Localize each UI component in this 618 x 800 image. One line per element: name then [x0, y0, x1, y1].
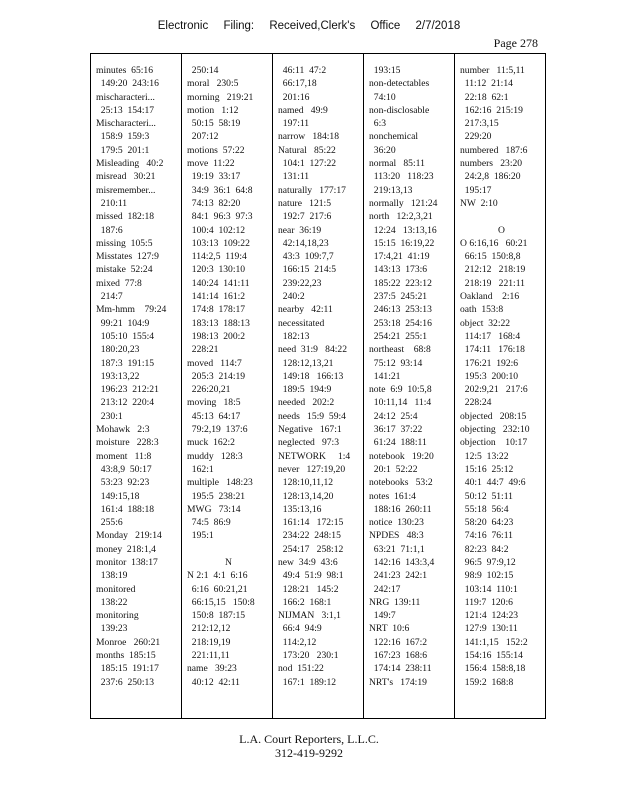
index-entry-line: 237:6 250:13: [96, 676, 155, 688]
index-entry-line: 74:5 86:9: [187, 517, 231, 529]
index-entry-line: 250:14: [187, 65, 219, 76]
index-entry-line: 128:10,11,12: [278, 477, 334, 489]
index-entry-line: 141:21: [369, 370, 401, 382]
index-entry-line: motions 57:22: [187, 144, 245, 156]
index-entry-line: nearby 42:11: [278, 304, 333, 316]
index-entry-line: 139:23: [96, 623, 128, 635]
index-entry-line: 135:13,16: [278, 503, 322, 515]
index-entry-line: mixed 77:8: [96, 277, 142, 289]
index-entry-line: 174:8 178:17: [187, 304, 246, 316]
index-entry-line: misread 30:21: [96, 171, 156, 183]
index-entry-line: Monroe 260:21: [96, 636, 161, 648]
index-entry-line: 138:22: [96, 596, 128, 608]
index-entry-line: objection 10:17: [460, 437, 528, 449]
index-entry-line: 128:13,14,20: [278, 490, 334, 502]
index-entry-line: 205:3 214:19: [187, 370, 246, 382]
index-entry-line: 74:16 76:11: [460, 530, 513, 542]
index-entry-line: 40:12 42:11: [187, 676, 240, 688]
index-entry-line: [187, 543, 270, 556]
index-entry-line: missed 182:18: [96, 211, 155, 223]
index-entry-line: 196:23 212:21: [96, 384, 159, 396]
index-entry-line: 228:21: [187, 344, 219, 356]
index-entry-line: 195:17: [460, 184, 492, 196]
index-entry-line: 166:2 168:1: [278, 596, 332, 608]
index-entry-line: notebooks 53:2: [369, 477, 433, 489]
index-entry-line: 114:2,5 119:4: [187, 251, 247, 263]
court-reporter-name: L.A. Court Reporters, L.L.C.: [239, 732, 379, 746]
index-column: [273, 54, 364, 718]
index-entry-line: Mischaracteri...: [96, 118, 156, 130]
index-entry-line: numbers 23:20: [460, 158, 523, 170]
index-entry-line: moment 11:8: [96, 450, 152, 462]
index-column: [364, 54, 455, 718]
index-entry-line: 161:4 188:18: [96, 503, 155, 515]
index-entry-line: 149:18 166:13: [278, 370, 344, 382]
index-entry-line: 140:24 141:11: [187, 277, 250, 289]
index-entry-line: nod 151:22: [278, 663, 324, 675]
index-entry-line: 246:13 253:13: [369, 304, 432, 316]
index-entry-line: nonchemical: [369, 131, 419, 143]
index-entry-line: Misstates 127:9: [96, 251, 159, 263]
index-entry-line: 192:7 217:6: [278, 211, 332, 223]
index-entry-line: monitoring: [96, 610, 139, 622]
index-entry-line: 195:5 238:21: [187, 490, 246, 502]
index-entry-line: north 12:2,3,21: [369, 211, 433, 223]
index-entry-line: nature 121:5: [278, 197, 332, 209]
index-entry-line: 55:18 56:4: [460, 503, 509, 515]
index-entry-line: 15:16 25:12: [460, 463, 514, 475]
index-entry-line: Mohawk 2:3: [96, 424, 150, 436]
index-entry-line: 103:13 109:22: [187, 237, 250, 249]
index-entry-line: moisture 228:3: [96, 437, 159, 449]
index-entry-line: morning 219:21: [187, 91, 254, 103]
index-entry-line: non-detectables: [369, 78, 430, 90]
index-entry-line: 187:6: [96, 224, 123, 236]
index-entry-line: new 34:9 43:6: [278, 556, 338, 568]
index-entry-line: 193:13,22: [96, 370, 140, 382]
index-entry-line: 158:9 159:3: [96, 131, 150, 143]
index-entry-line: 15:15 16:19,22: [369, 237, 435, 249]
index-entry-line: 99:21 104:9: [96, 317, 150, 329]
index-entry-line: O 6:16,16 60:21: [460, 237, 528, 249]
index-entry-line: months 185:15: [96, 650, 156, 662]
index-entry-line: 40:1 44:7 49:6: [460, 477, 526, 489]
index-entry-line: 226:20,21: [187, 384, 231, 396]
index-entry-line: NIJMAN 3:1,1: [278, 610, 341, 622]
index-entry-line: Mm-hmm 79:24: [96, 304, 167, 316]
index-entry-line: 239:22,23: [278, 277, 322, 289]
index-entry-line: monitor 138:17: [96, 556, 158, 568]
index-entry-line: 154:16 155:14: [460, 650, 523, 662]
index-entry-line: NRT's 174:19: [369, 676, 427, 688]
index-entry-line: 6:16 60:21,21: [187, 583, 248, 595]
index-entry-line: objecting 232:10: [460, 424, 530, 436]
index-entry-line: numbered 187:6: [460, 144, 528, 156]
index-column: [91, 54, 182, 718]
index-entry-line: mistake 52:24: [96, 264, 153, 276]
index-entry-line: moving 18:5: [187, 397, 241, 409]
index-entry-line: 218:19,19: [187, 636, 231, 648]
index-entry-line: 36:20: [369, 144, 396, 156]
index-entry-line: 104:1 127:22: [278, 158, 337, 170]
index-entry-line: non-disclosable: [369, 104, 430, 116]
index-entry-line: 105:10 155:4: [96, 330, 155, 342]
index-entry-line: 66:15,15 150:8: [187, 596, 255, 608]
index-entry-line: 176:21 192:6: [460, 357, 519, 369]
index-entry-line: muddy 128:3: [187, 450, 243, 462]
index-entry-line: never 127:19,20: [278, 463, 346, 475]
index-entry-line: 122:16 167:2: [369, 636, 428, 648]
index-entry-line: 36:17 37:22: [369, 424, 423, 436]
index-entry-line: normal 85:11: [369, 158, 425, 170]
index-entry-line: oath 153:8: [460, 304, 504, 316]
index-entry-line: 63:21 71:1,1: [369, 543, 425, 555]
index-entry-line: 213:12 220:4: [96, 397, 155, 409]
index-entry-line: MWG 73:14: [187, 503, 241, 515]
page-number: Page 278: [493, 36, 538, 50]
index-entry-line: 221:11,11: [187, 650, 230, 662]
index-entry-line: 242:17: [369, 583, 401, 595]
index-entry-line: 42:14,18,23: [278, 237, 329, 249]
index-entry-line: object 32:22: [460, 317, 511, 329]
index-entry-line: 254:17 258:12: [278, 543, 344, 555]
index-entry-line: 201:16: [278, 91, 310, 103]
index-entry-line: 128:12,13,21: [278, 357, 334, 369]
index-entry-line: 131:11: [278, 171, 310, 183]
index-entry-line: NETWORK 1:4: [278, 450, 351, 462]
index-entry-line: 96:5 97:9,12: [460, 556, 516, 568]
index-entry-line: 20:1 52:22: [369, 463, 418, 475]
index-entry-line: 156:4 158:8,18: [460, 663, 526, 675]
index-entry-line: 22:18 62:1: [460, 91, 509, 103]
index-entry-line: muck 162:2: [187, 437, 235, 449]
index-entry-line: 179:5 201:1: [96, 144, 150, 156]
index-entry-line: 159:2 168:8: [460, 676, 514, 688]
index-entry-line: 43:8,9 50:17: [96, 463, 152, 475]
index-entry-line: 74:13 82:20: [187, 197, 241, 209]
index-entry-line: near 36:19: [278, 224, 322, 236]
index-entry-line: needed 202:2: [278, 397, 335, 409]
index-entry-line: notes 161:4: [369, 490, 416, 502]
index-entry-line: monitored: [96, 583, 136, 595]
index-entry-line: 167:23 168:6: [369, 650, 428, 662]
index-entry-line: 185:22 223:12: [369, 277, 432, 289]
index-entry-line: 150:8 187:15: [187, 610, 246, 622]
index-entry-line: 219:13,13: [369, 184, 413, 196]
index-entry-line: 19:19 33:17: [187, 171, 241, 183]
index-entry-line: 149:7: [369, 610, 396, 622]
index-entry-line: 49:4 51:9 98:1: [278, 570, 344, 582]
index-entry-line: 61:24 188:11: [369, 437, 427, 449]
index-entry-line: 75:12 93:14: [369, 357, 423, 369]
index-entry-line: 149:15,18: [96, 490, 140, 502]
index-entry-line: 229:20: [460, 131, 492, 143]
index-entry-line: 254:21 255:1: [369, 330, 428, 342]
index-entry-line: 17:4,21 41:19: [369, 251, 430, 263]
index-entry-line: 43:3 109:7,7: [278, 251, 334, 263]
index-entry-line: 24:2,8 186:20: [460, 171, 521, 183]
index-entry-line: 46:11 47:2: [278, 65, 327, 76]
index-entry-line: need 31:9 84:22: [278, 344, 348, 356]
index-entry-line: 195:3 200:10: [460, 370, 519, 382]
index-entry-line: 34:9 36:1 64:8: [187, 184, 253, 196]
index-entry-line: 180:20,23: [96, 344, 140, 356]
index-entry-line: note 6:9 10:5,8: [369, 384, 432, 396]
index-entry-line: 253:18 254:16: [369, 317, 432, 329]
index-entry-line: number 11:5,11: [460, 65, 525, 76]
filing-stamp-part: Filing:: [223, 20, 255, 32]
index-entry-line: 149:20 243:16: [96, 78, 159, 90]
index-entry-line: 74:10: [369, 91, 396, 103]
index-entry-line: missing 105:5: [96, 237, 153, 249]
index-entry-line: 12:24 13:13,16: [369, 224, 437, 236]
index-entry-line: moral 230:5: [187, 78, 239, 90]
index-entry-line: 185:15 191:17: [96, 663, 159, 675]
index-entry-line: 79:2,19 137:6: [187, 424, 248, 436]
index-entry-line: motion 1:12: [187, 104, 239, 116]
index-entry-line: 119:7 120:6: [460, 596, 513, 608]
index-entry-line: necessitated: [278, 317, 325, 329]
index-entry-line: mischaracteri...: [96, 91, 155, 103]
index-entry-line: 66:4 94:9: [278, 623, 322, 635]
index-entry-line: multiple 148:23: [187, 477, 253, 489]
index-entry-line: 10:11,14 11:4: [369, 397, 432, 409]
index-entry-line: 167:1 189:12: [278, 676, 337, 688]
index-entry-line: 58:20 64:23: [460, 517, 514, 529]
index-entry-line: NW 2:10: [460, 197, 498, 209]
court-reporter-phone: 312-419-9292: [275, 746, 343, 760]
index-entry-line: 50:12 51:11: [460, 490, 513, 502]
index-entry-line: NRG 139:11: [369, 596, 421, 608]
index-entry-line: narrow 184:18: [278, 131, 340, 143]
index-entry-line: 218:19 221:11: [460, 277, 525, 289]
index-entry-line: name 39:23: [187, 663, 237, 675]
index-entry-line: 162:1: [187, 463, 214, 475]
index-entry-line: 142:16 143:3,4: [369, 556, 435, 568]
index-entry-line: 114:17 168:4: [460, 330, 521, 342]
index-entry-line: 182:13: [278, 330, 310, 342]
index-entry-line: 195:1: [187, 530, 214, 542]
index-entry-line: normally 121:24: [369, 197, 438, 209]
index-entry-line: 217:3,15: [460, 118, 499, 130]
index-entry-line: 162:16 215:19: [460, 104, 523, 116]
index-entry-line: 234:22 248:15: [278, 530, 341, 542]
index-entry-line: named 49:9: [278, 104, 328, 116]
index-entry-line: 212:12 218:19: [460, 264, 526, 276]
index-entry-line: moved 114:7: [187, 357, 242, 369]
filing-stamp-part: Electronic: [157, 20, 209, 32]
index-entry-line: northeast 68:8: [369, 344, 431, 356]
index-entry-line: Oakland 2:16: [460, 291, 520, 303]
index-entry-line: 11:12 21:14: [460, 78, 513, 90]
index-entry-line: 241:23 242:1: [369, 570, 428, 582]
index-entry-line: 50:15 58:19: [187, 118, 241, 130]
index-entry-line: 114:2,12: [278, 636, 317, 648]
index-entry-line: 187:3 191:15: [96, 357, 155, 369]
index-entry-line: N 2:1 4:1 6:16: [187, 570, 248, 582]
index-entry-line: naturally 177:17: [278, 184, 346, 196]
index-entry-line: 173:20 230:1: [278, 650, 339, 662]
index-column: [455, 54, 545, 718]
index-entry-line: 193:15: [369, 65, 401, 76]
index-entry-line: neglected 97:3: [278, 437, 340, 449]
index-entry-line: Natural 85:22: [278, 144, 336, 156]
index-entry-line: 120:3 130:10: [187, 264, 246, 276]
index-entry-line: 174:11 176:18: [460, 344, 525, 356]
index-entry-line: 161:14 172:15: [278, 517, 344, 529]
index-entry-line: 113:20 118:23: [369, 171, 434, 183]
index-entry-line: 214:7: [96, 291, 123, 303]
filing-stamp-part: Office: [370, 20, 401, 32]
index-entry-line: [460, 210, 543, 223]
index-entry-line: 188:16 260:11: [369, 503, 432, 515]
index-entry-line: 103:14 110:1: [460, 583, 518, 595]
index-entry-line: 12:5 13:22: [460, 450, 509, 462]
index-entry-line: 121:4 124:23: [460, 610, 519, 622]
filing-stamp-part: Received,Clerk's: [269, 20, 356, 32]
index-entry-line: 45:13 64:17: [187, 410, 241, 422]
index-entry-line: 141:14 161:2: [187, 291, 246, 303]
index-entry-line: move 11:22: [187, 158, 235, 170]
index-entry-line: 174:14 238:11: [369, 663, 432, 675]
index-entry-line: 202:9,21 217:6: [460, 384, 528, 396]
index-entry-line: 127:9 130:11: [460, 623, 518, 635]
index-entry-line: Misleading 40:2: [96, 158, 164, 170]
index-entry-line: 197:11: [278, 118, 310, 130]
index-entry-line: 98:9 102:15: [460, 570, 514, 582]
index-entry-line: 53:23 92:23: [96, 477, 150, 489]
footer: [0, 732, 618, 760]
index-entry-line: 84:1 96:3 97:3: [187, 211, 253, 223]
index-entry-line: notebook 19:20: [369, 450, 434, 462]
index-entry-line: NPDES 48:3: [369, 530, 424, 542]
index-entry-line: 183:13 188:13: [187, 317, 250, 329]
index-entry-line: 128:21 145:2: [278, 583, 339, 595]
index-entry-line: 24:12 25:4: [369, 410, 418, 422]
index-entry-line: 230:1: [96, 410, 123, 422]
index-entry-line: 66:17,18: [278, 78, 317, 90]
index-entry-line: 166:15 214:5: [278, 264, 337, 276]
index-entry-line: 212:12,12: [187, 623, 231, 635]
index-entry-line: 25:13 154:17: [96, 104, 155, 116]
index-column: [182, 54, 273, 718]
index-entry-line: Monday 219:14: [96, 530, 162, 542]
index-entry-line: 198:13 200:2: [187, 330, 246, 342]
index-entry-line: 141:1,15 152:2: [460, 636, 528, 648]
index-entry-line: objected 208:15: [460, 410, 527, 422]
index-entry-line: Negative 167:1: [278, 424, 342, 436]
index-entry-line: 228:24: [460, 397, 492, 409]
index-letter-heading: O: [498, 224, 505, 236]
index-entry-line: 237:5 245:21: [369, 291, 428, 303]
filing-stamp-header: [0, 20, 618, 32]
index-entry-line: 207:12: [187, 131, 219, 143]
index-entry-line: misremember...: [96, 184, 156, 196]
filing-stamp-date: 2/7/2018: [415, 20, 461, 32]
index-entry-line: notice 130:23: [369, 517, 424, 529]
index-entry-line: money 218:1,4: [96, 543, 156, 555]
index-entry-line: 6:3: [369, 118, 387, 130]
index-entry-line: 66:15 150:8,8: [460, 251, 521, 263]
index-entry-line: 240:2: [278, 291, 305, 303]
index-entry-line: 100:4 102:12: [187, 224, 246, 236]
index-entry-line: 143:13 173:6: [369, 264, 428, 276]
index-entry-line: 189:5 194:9: [278, 384, 332, 396]
index-letter-heading: N: [225, 556, 232, 568]
index-entry-line: 82:23 84:2: [460, 543, 509, 555]
index-entry-line: 138:19: [96, 570, 128, 582]
index-entry-line: 255:6: [96, 517, 123, 529]
index-entry-line: 210:11: [96, 197, 128, 209]
index-entry-line: needs 15:9 59:4: [278, 410, 346, 422]
index-entry-line: NRT 10:6: [369, 623, 410, 635]
word-index-table: [90, 53, 546, 719]
index-entry-line: minutes 65:16: [96, 65, 154, 76]
